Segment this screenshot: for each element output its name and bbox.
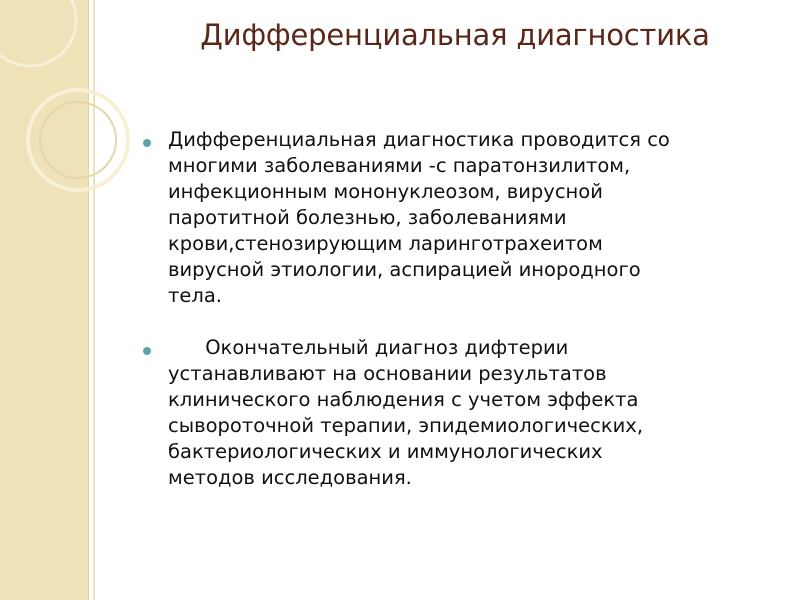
- deco-circle-inner: [40, 102, 116, 178]
- bullet-item-final-diagnosis: [140, 335, 780, 491]
- slide-content: [140, 127, 780, 491]
- bullet-dot-icon: [143, 139, 151, 147]
- bullet-line: бактериологических и иммунологических: [168, 440, 603, 463]
- bullet-line: устанавливают на основании результатов: [168, 362, 607, 385]
- bullet-line: Окончательный диагноз дифтерии: [168, 336, 569, 359]
- slide-title: Дифференциальная диагностика: [200, 18, 710, 52]
- bullet-line: крови,стенозирующим ларинготрахеитом: [168, 232, 603, 255]
- bullet-item-differential: [140, 127, 780, 309]
- bullet-line: инфекционным мононуклеозом, вирусной: [168, 180, 603, 203]
- bullet-line: многими заболеваниями -с паратонзилитом,: [168, 154, 631, 177]
- bullet-line: сывороточной терапии, эпидемиологических,: [168, 414, 644, 437]
- bullet-line: паротитной болезнью, заболеваниями: [168, 206, 567, 229]
- bullet-line: методов исследования.: [168, 466, 412, 489]
- bullet-line: тела.: [168, 284, 222, 307]
- bullet-line: клинического наблюдения с учетом эффекта: [168, 388, 639, 411]
- bullet-line: вирусной этиологии, аспирацией инородного: [168, 258, 641, 281]
- bullet-line: Дифференциальная диагностика проводится со: [168, 128, 670, 151]
- deco-circle-top: [0, 0, 76, 66]
- bullet-dot-icon: [143, 347, 151, 355]
- deco-circle-middle: [28, 90, 128, 190]
